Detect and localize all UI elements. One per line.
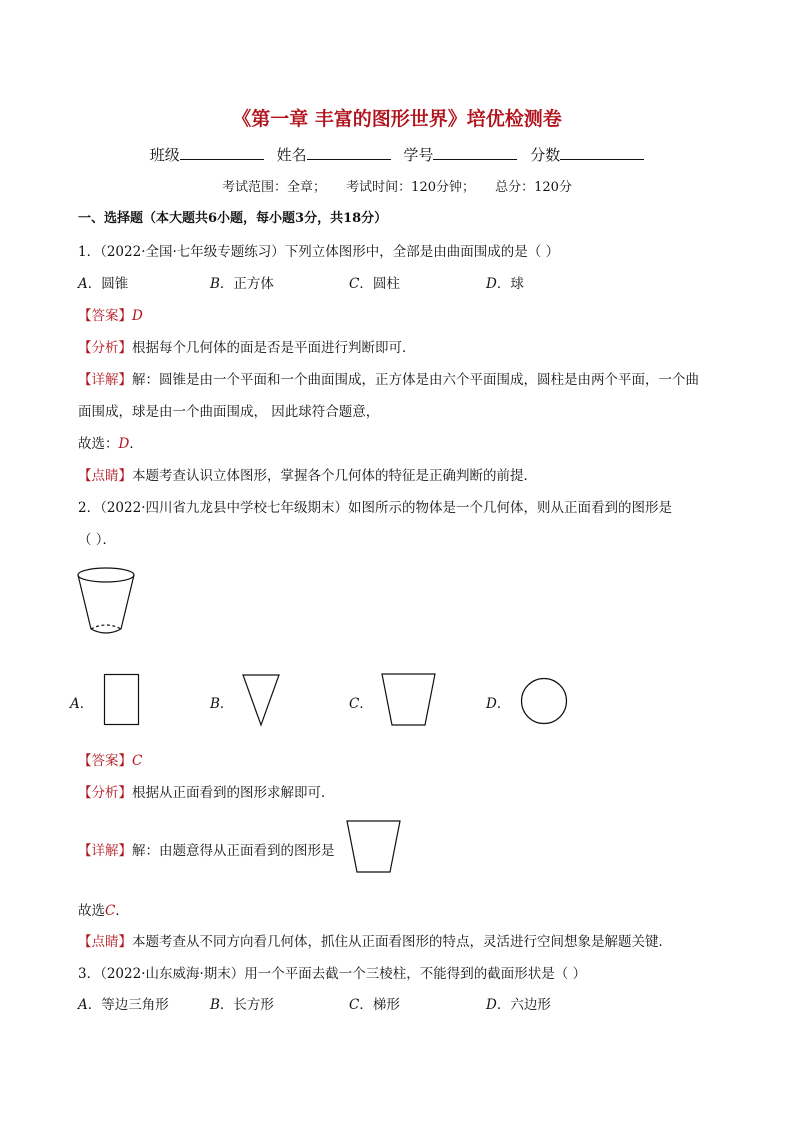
id-blank[interactable] bbox=[433, 145, 517, 160]
q3-option-c[interactable]: C．梯形 bbox=[349, 997, 400, 1013]
q3-stem: 3．（2022·山东威海·期末）用一个平面去截一个三棱柱，不能得到的截面形状是（ ） bbox=[78, 966, 587, 982]
exam-total: 总分：120分 bbox=[495, 180, 572, 195]
name-blank[interactable] bbox=[307, 145, 391, 160]
q1-conclusion: 故选：D． bbox=[78, 436, 143, 452]
q3-option-a[interactable]: A．等边三角形 bbox=[78, 997, 169, 1013]
name-field: 姓名 bbox=[277, 144, 391, 165]
q2-option-a[interactable]: A． bbox=[70, 696, 94, 712]
student-info-row bbox=[0, 144, 794, 165]
q1-analysis: 【分析】根据每个几何体的面是否是平面进行判断即可． bbox=[78, 340, 416, 356]
score-field: 分数 bbox=[530, 144, 644, 165]
exam-time: 考试时间：120分钟； bbox=[346, 180, 475, 195]
score-blank[interactable] bbox=[560, 145, 644, 160]
q3-option-d[interactable]: D．六边形 bbox=[486, 997, 551, 1013]
rectangle-icon bbox=[104, 674, 140, 726]
class-field: 班级 bbox=[150, 144, 264, 165]
page-title: 《第一章 丰富的图形世界》培优检测卷 bbox=[232, 108, 562, 130]
q1-option-a[interactable]: A．圆锥 bbox=[78, 276, 129, 292]
inverted-trapezoid-icon bbox=[381, 673, 437, 727]
answer-trapezoid-icon bbox=[346, 820, 402, 874]
q2-stem: 2．（2022·四川省九龙县中学校七年级期末）如图所示的物体是一个几何体，则从正面看到的图形是 bbox=[78, 500, 672, 516]
exam-meta bbox=[0, 176, 794, 195]
q1-detail-cont: 面围成，球是由一个曲面围成， 因此球符合题意， bbox=[78, 404, 380, 420]
q1-answer: 【答案】D bbox=[78, 308, 143, 324]
q1-option-d[interactable]: D．球 bbox=[486, 276, 524, 292]
q2-comment: 【点睛】本题考查从不同方向看几何体，抓住从正面看图形的特点，灵活进行空间想象是解题关键． bbox=[78, 934, 672, 950]
q1-stem: 1．（2022·全国·七年级专题练习）下列立体图形中，全部是由曲面围成的是（ ） bbox=[78, 244, 560, 260]
q2-answer: 【答案】C bbox=[78, 753, 143, 769]
class-blank[interactable] bbox=[180, 145, 264, 160]
q2-detail: 【详解】解：由题意得从正面看到的图形是 bbox=[78, 843, 335, 859]
q1-option-c[interactable]: C．圆柱 bbox=[349, 276, 400, 292]
q3-option-b[interactable]: B．长方形 bbox=[210, 997, 274, 1013]
id-field: 学号 bbox=[403, 144, 517, 165]
q2-stem-cont: （ ）． bbox=[78, 532, 117, 548]
q2-option-d[interactable]: D． bbox=[486, 696, 511, 712]
q2-conclusion: 故选C． bbox=[78, 903, 129, 919]
q2-option-b[interactable]: B． bbox=[210, 696, 234, 712]
section-title: 一、选择题（本大题共6小题，每小题3分，共18分） bbox=[78, 211, 388, 226]
cup-solid-figure bbox=[76, 566, 138, 638]
q2-analysis: 【分析】根据从正面看到的图形求解即可． bbox=[78, 785, 335, 801]
inverted-triangle-icon bbox=[242, 674, 280, 726]
q2-option-c[interactable]: C． bbox=[349, 696, 373, 712]
q1-option-b[interactable]: B．正方体 bbox=[210, 276, 274, 292]
exam-scope: 考试范围：全章； bbox=[222, 180, 327, 195]
circle-icon bbox=[520, 677, 568, 725]
q1-detail: 【详解】解：圆锥是由一个平面和一个曲面围成，正方体是由六个平面围成，圆柱是由两个平面，一个曲 bbox=[78, 372, 699, 388]
q1-comment: 【点睛】本题考查认识立体图形，掌握各个几何体的特征是正确判断的前提． bbox=[78, 468, 537, 484]
